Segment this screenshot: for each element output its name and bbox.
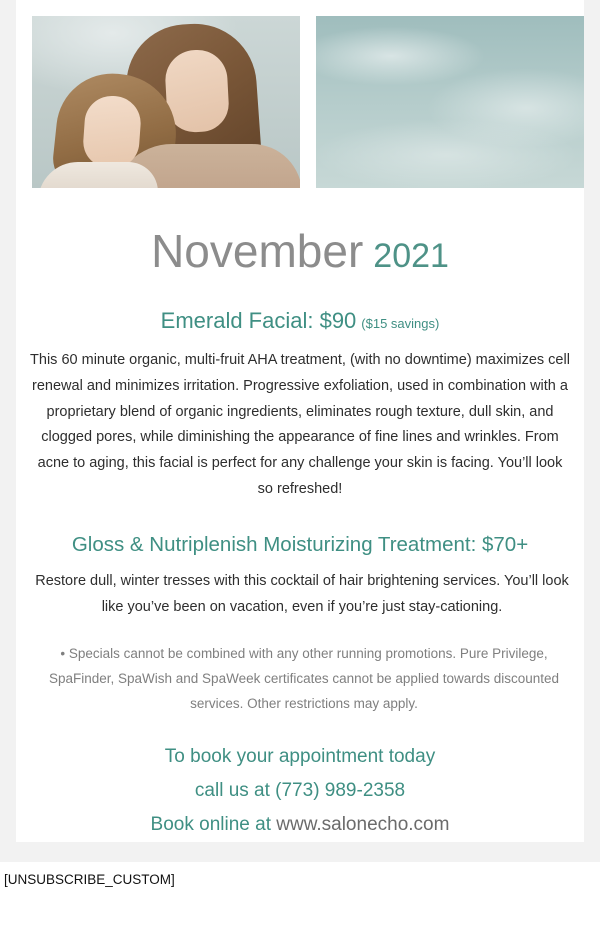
heading-month: November xyxy=(151,225,364,277)
offer-2-title-row xyxy=(28,533,572,557)
hero-images-row xyxy=(16,0,584,188)
cta-line-phone[interactable]: call us at (773) 989-2358 xyxy=(194,779,406,801)
offer-1-savings: ($15 savings) xyxy=(361,316,440,331)
email-content-card xyxy=(16,0,584,842)
cloud-shape-3 xyxy=(316,120,576,188)
fine-print-disclaimer: • Specials cannot be combined with any other running promotions. Pure Privilege, SpaFinder, SpaWish and SpaWeek certificates cannot be applied towards discounted services. Other restrictions may apply. xyxy=(48,646,560,711)
email-footer xyxy=(0,862,600,942)
unsubscribe-link[interactable]: [UNSUBSCRIBE_CUSTOM] xyxy=(4,872,175,887)
cta-line-website[interactable] xyxy=(28,808,572,842)
heading-year: 2021 xyxy=(373,237,449,275)
offer-2-description: Restore dull, winter tresses with this cocktail of hair brightening services. You’ll look like you’ve been on vacation, even if you’re just stay-cationing. xyxy=(35,572,569,615)
cta-website-prefix: Book online at xyxy=(150,813,277,835)
newsletter-content xyxy=(16,224,584,842)
offer-1-title-row xyxy=(28,308,572,334)
offer-1-title: Emerald Facial: $90 xyxy=(160,308,357,333)
month-year-heading xyxy=(28,224,572,278)
offer-1-description: This 60 minute organic, multi-fruit AHA treatment, (with no downtime) maximizes cell renewal and minimizes irritation. Progressive exfoliation, used in combination with a proprietary blend of organic ingredients, eliminates rough texture, dull skin, and clogged pores, while diminishing the appearance of fine lines and wrinkles. From acne to aging, this facial is perfect for any challenge your skin is facing. You’ll look so refreshed! xyxy=(30,352,570,497)
two-women-portrait-photo xyxy=(32,16,300,188)
offer-2-plus: + xyxy=(516,532,529,556)
offer-2-title: Gloss & Nutriplenish Moisturizing Treatment: $70 xyxy=(71,532,517,556)
cloudy-sky-photo xyxy=(316,16,584,188)
cta-website-url[interactable]: www.salonecho.com xyxy=(276,813,450,835)
cta-line-booking: To book your appointment today xyxy=(164,746,436,768)
call-to-action-block xyxy=(28,740,572,841)
photo-shape-face-front xyxy=(82,94,143,170)
